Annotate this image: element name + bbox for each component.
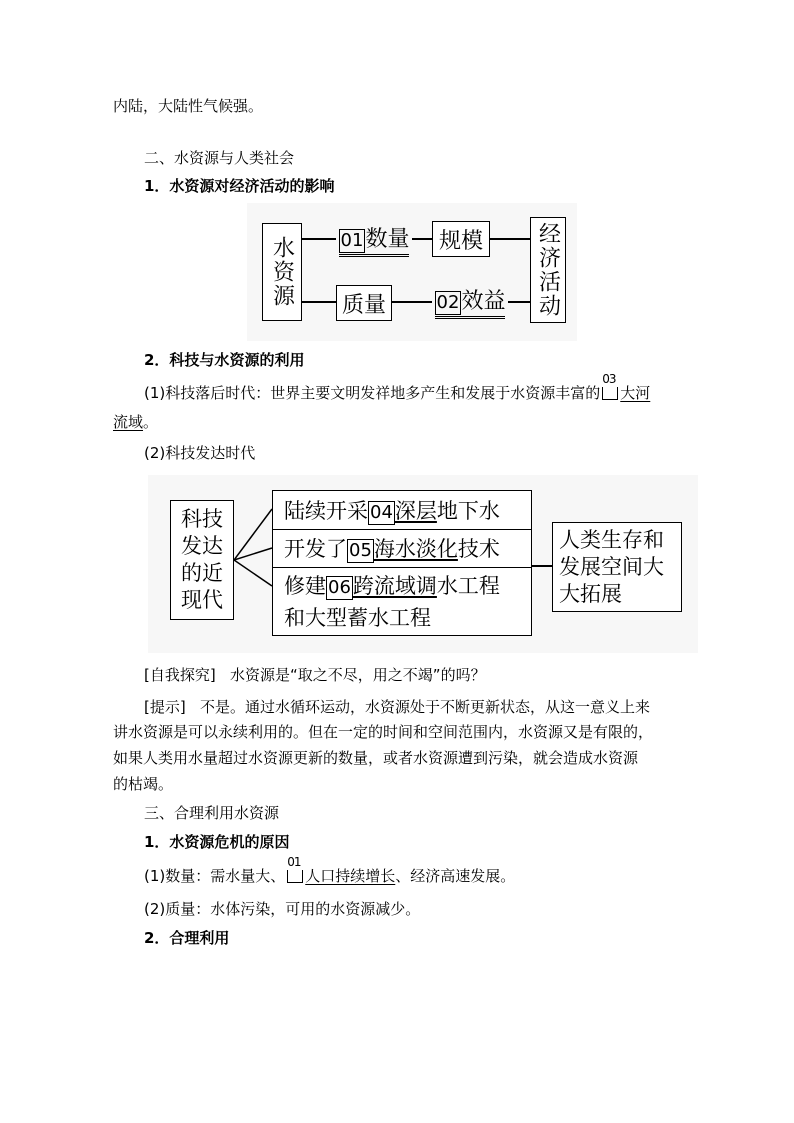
diagram-branch-lines bbox=[234, 480, 274, 620]
diagram-water-economy bbox=[247, 203, 577, 341]
paragraph-tech-advanced: (2)科技发达时代 bbox=[144, 444, 256, 462]
diagram-row-deep-groundwater: 陆续开采 04深层地下水 bbox=[272, 492, 532, 530]
subheading-rational-use: 2．合理利用 bbox=[144, 929, 230, 947]
paragraph-tech-backward: (1)科技落后时代：世界主要文明发祥地多产生和发展于水资源丰富的 03 大河 bbox=[144, 372, 651, 402]
subheading-water-economy: 1．水资源对经济活动的影响 bbox=[144, 177, 335, 195]
diagram-box-modern-tech: 科技发达的近现代 bbox=[170, 500, 234, 620]
self-exploration: [自我探究] 水资源是“取之不尽，用之不竭”的吗？ bbox=[144, 666, 486, 684]
paragraph-quality: (2)质量：水体污染，可用的水资源减少。 bbox=[144, 900, 421, 918]
connector bbox=[392, 301, 432, 303]
diagram-box-human-development: 人类生存和发展空间大大拓展 bbox=[552, 522, 682, 612]
answer-number-03: 03 bbox=[600, 383, 620, 403]
connector bbox=[508, 301, 530, 303]
diagram-box-water-resource: 水资源 bbox=[262, 223, 302, 321]
connector bbox=[532, 565, 552, 567]
connector bbox=[490, 238, 530, 240]
paragraph-tech-backward-cont: 流域。 bbox=[113, 413, 159, 431]
connector bbox=[412, 238, 432, 240]
diagram-row-desalination: 开发了 05海水淡化技术 bbox=[272, 530, 532, 568]
section-heading-2: 二、水资源与人类社会 bbox=[144, 149, 295, 167]
hint-line-3: 如果人类用水量超过水资源更新的数量，或者水资源遭到污染，就会造成水资源 bbox=[113, 749, 639, 767]
hint-line-4: 的枯竭。 bbox=[113, 775, 174, 793]
answer-number-01: 01 bbox=[285, 866, 305, 886]
paragraph-quantity: (1)数量：需水量大、 01 人口持续增长、经济高速发展。 bbox=[144, 855, 516, 885]
intro-line: 内陆，大陆性气候强。 bbox=[113, 97, 264, 115]
diagram-box-quantity: 01数量 bbox=[336, 223, 412, 255]
diagram-box-scale: 规模 bbox=[432, 221, 490, 257]
subheading-tech-water: 2．科技与水资源的利用 bbox=[144, 351, 305, 369]
section-heading-3: 三、合理利用水资源 bbox=[144, 804, 280, 822]
hint-line-1: [提示] 不是。通过水循环运动，水资源处于不断更新状态，从这一意义上来 bbox=[144, 698, 651, 716]
diagram-box-economic-activity: 经济活动 bbox=[530, 217, 566, 323]
diagram-row-water-transfer: 修建 06跨流域调水工程 和大型蓄水工程 bbox=[284, 574, 500, 630]
subheading-water-crisis: 1．水资源危机的原因 bbox=[144, 833, 290, 851]
hint-line-2: 讲水资源是可以永续利用的。但在一定的时间和空间范围内，水资源又是有限的， bbox=[113, 723, 654, 741]
connector bbox=[302, 301, 336, 303]
diagram-box-benefit: 02效益 bbox=[432, 285, 508, 317]
connector bbox=[302, 238, 336, 240]
diagram-box-quality: 质量 bbox=[336, 285, 392, 321]
